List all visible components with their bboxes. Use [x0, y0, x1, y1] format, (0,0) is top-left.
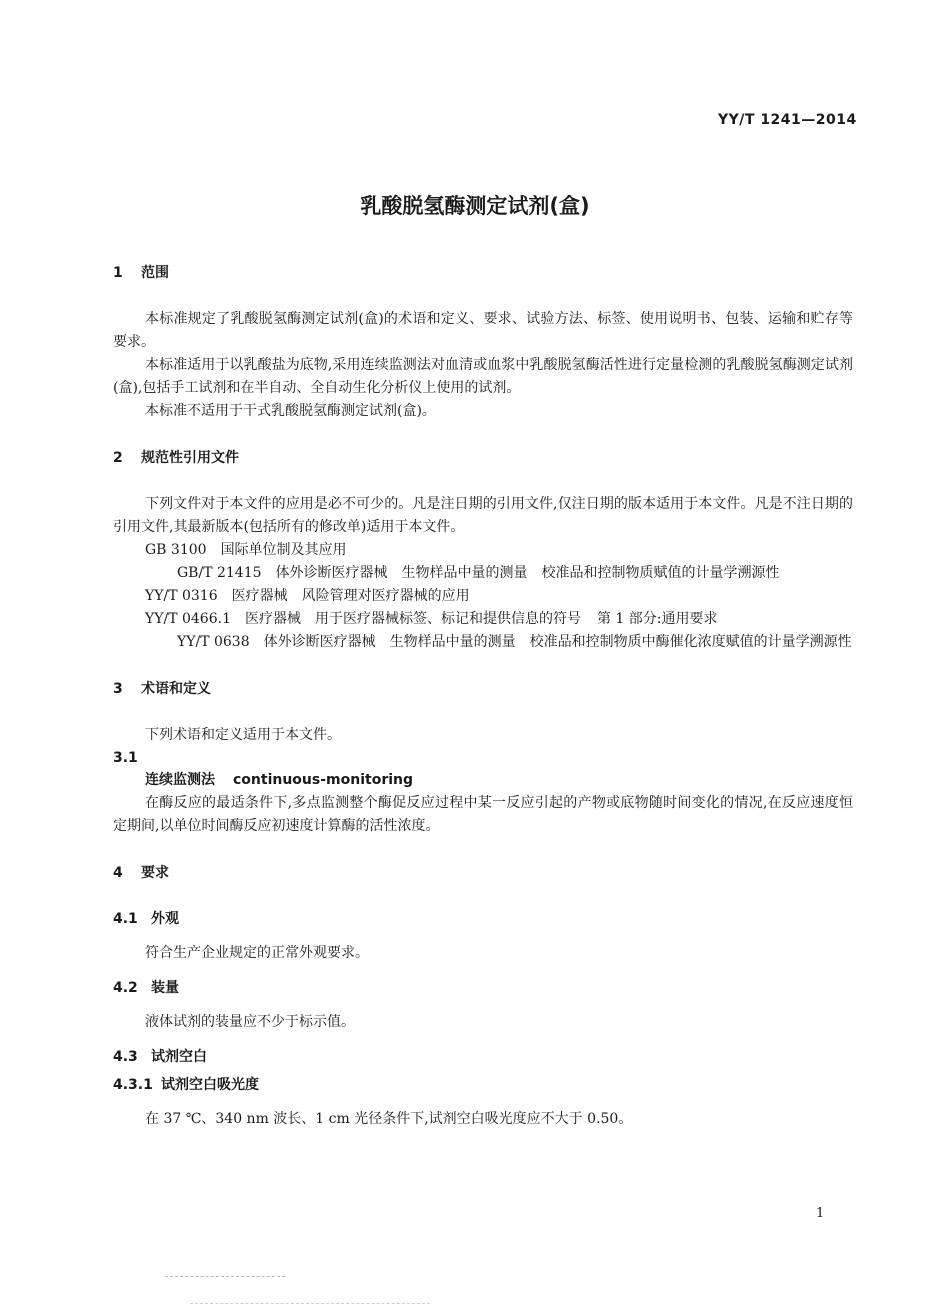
reference-code: GB 3100 — [145, 542, 207, 558]
reference-title: 国际单位制及其应用 — [220, 542, 347, 558]
section-number: 4.1 — [113, 911, 138, 927]
reference-item — [113, 562, 853, 585]
section-heading-2 — [113, 447, 853, 469]
section-title: 外观 — [151, 911, 179, 927]
section-number: 2 — [113, 450, 123, 466]
term-english: continuous-monitoring — [233, 772, 414, 788]
paragraph: 下列术语和定义适用于本文件。 — [145, 727, 341, 743]
reference-code: YY/T 0316 — [145, 588, 218, 604]
paragraph: 本标准不适用于干式乳酸脱氢酶测定试剂(盒)。 — [145, 403, 436, 419]
paragraph: 本标准适用于以乳酸盐为底物,采用连续监测法对血清或血浆中乳酸脱氢酶活性进行定量检测的乳酸脱氢酶测定试剂(盒),包括手工试剂和在半自动、全自动生化分析仪上使用的试剂。 — [113, 357, 853, 396]
subsection-heading-4-1 — [113, 908, 853, 930]
reference-part: 第 1 部分:通用要求 — [596, 611, 718, 627]
reference-item — [113, 539, 853, 562]
subsection-heading-4-3 — [113, 1046, 853, 1068]
clause-number: 3.1 — [113, 750, 138, 766]
reference-item — [113, 608, 853, 631]
term-entry — [113, 769, 853, 792]
reference-title: 体外诊断医疗器械 生物样品中量的测量 校准品和控制物质中酶催化浓度赋值的计量学溯源性 — [263, 634, 852, 650]
section-heading-3 — [113, 678, 853, 700]
section-title: 试剂空白 — [151, 1049, 207, 1065]
section-heading-1 — [113, 262, 853, 284]
term-chinese: 连续监测法 — [145, 772, 215, 788]
subsection-heading-4-2 — [113, 977, 853, 999]
paragraph: 本标准规定了乳酸脱氢酶测定试剂(盒)的术语和定义、要求、试验方法、标签、使用说明书、包装、运输和贮存等要求。 — [113, 311, 853, 350]
section-number: 4 — [113, 865, 123, 881]
paragraph: 下列文件对于本文件的应用是必不可少的。凡是注日期的引用文件,仅注日期的版本适用于本文件。凡是不注日期的引用文件,其最新版本(包括所有的修改单)适用于本文件。 — [113, 496, 853, 535]
reference-title: 医疗器械 用于医疗器械标签、标记和提供信息的符号 — [244, 611, 581, 627]
paragraph: 液体试剂的装量应不少于标示值。 — [145, 1014, 355, 1030]
document-title: 乳酸脱氢酶测定试剂(盒) — [360, 194, 590, 218]
section-heading-4 — [113, 862, 853, 884]
scan-artifact-line — [190, 1303, 430, 1305]
section-number: 4.3.1 — [113, 1077, 153, 1093]
section-title: 范围 — [141, 265, 169, 281]
section-number: 4.2 — [113, 980, 138, 996]
term-definition: 在酶反应的最适条件下,多点监测整个酶促反应过程中某一反应引起的产物或底物随时间变化的情况,在反应速度恒定期间,以单位时间酶反应初速度计算酶的活性浓度。 — [113, 795, 853, 834]
subsection-heading-4-3-1 — [113, 1074, 853, 1096]
section-title: 装量 — [151, 980, 179, 996]
reference-item — [113, 631, 853, 654]
section-number: 4.3 — [113, 1049, 138, 1065]
reference-title: 体外诊断医疗器械 生物样品中量的测量 校准品和控制物质赋值的计量学溯源性 — [275, 565, 780, 581]
section-title: 试剂空白吸光度 — [161, 1077, 259, 1093]
page-number: 1 — [816, 1206, 825, 1221]
reference-code: YY/T 0466.1 — [145, 611, 231, 627]
paragraph: 符合生产企业规定的正常外观要求。 — [145, 945, 369, 961]
section-title: 规范性引用文件 — [141, 450, 239, 466]
section-number: 1 — [113, 265, 123, 281]
paragraph: 在 37 ℃、340 nm 波长、1 cm 光径条件下,试剂空白吸光度应不大于 0.50。 — [145, 1111, 633, 1127]
section-title: 术语和定义 — [141, 681, 211, 697]
section-title: 要求 — [141, 865, 169, 881]
reference-title: 医疗器械 风险管理对医疗器械的应用 — [231, 588, 470, 604]
reference-item — [113, 585, 853, 608]
standard-code: YY/T 1241—2014 — [718, 112, 857, 128]
scan-artifact-line — [165, 1276, 285, 1278]
section-number: 3 — [113, 681, 123, 697]
document-body — [113, 262, 853, 1131]
reference-code: YY/T 0638 — [177, 634, 250, 650]
reference-code: GB/T 21415 — [177, 565, 262, 581]
